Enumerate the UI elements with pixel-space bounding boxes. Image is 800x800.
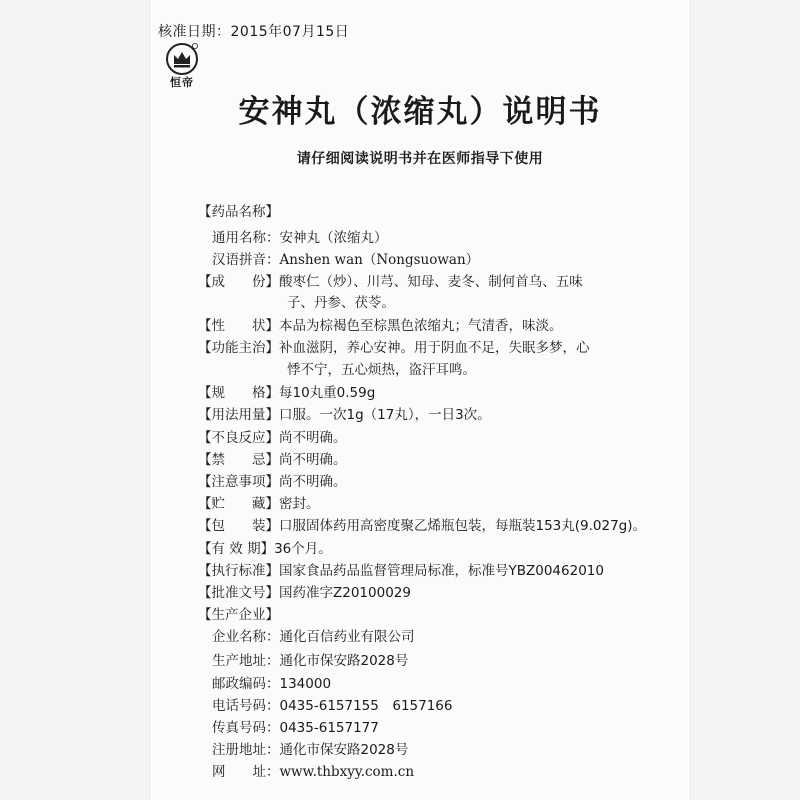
field-value: 通化市保安路2028号 [279, 653, 409, 669]
section-drug-name [198, 202, 279, 222]
website-row [212, 762, 414, 782]
section-label: 【规 格】 [198, 385, 279, 401]
fax-row [212, 718, 379, 738]
document-title: 安神丸（浓缩丸）说明书 [238, 94, 602, 130]
section-storage [198, 494, 320, 514]
crown-emblem-icon [165, 42, 199, 76]
field-value: 0435-6157155 6157166 [279, 698, 453, 714]
field-value: 通化百信药业有限公司 [279, 629, 415, 645]
section-character [198, 316, 563, 336]
field-label: 通用名称： [212, 230, 280, 246]
brand-logo [158, 42, 206, 92]
section-label: 【功能主治】 [198, 340, 279, 356]
field-label: 生产地址： [212, 653, 280, 669]
section-label: 【用法用量】 [198, 407, 279, 423]
section-value: 尚不明确。 [279, 452, 347, 468]
section-value: 每10丸重0.59g [279, 385, 376, 401]
field-value: 安神丸（浓缩丸） [279, 230, 388, 246]
section-manufacturer [198, 605, 279, 625]
section-package [198, 516, 646, 536]
logo-text: 恒帝 [170, 76, 194, 89]
section-value: 补血滋阴，养心安神。用于阴血不足，失眠多梦，心 [279, 340, 590, 356]
section-label: 【禁 忌】 [198, 452, 279, 468]
section-spec [198, 383, 375, 403]
section-label: 【贮 藏】 [198, 496, 279, 512]
section-value: 口服固体药用高密度聚乙烯瓶包装，每瓶装153丸(9.027g)。 [279, 518, 647, 534]
section-cautions [198, 472, 347, 492]
section-value: 口服。一次1g（17丸），一日3次。 [279, 407, 491, 423]
indications-continued: 悸不宁，五心烦热，盗汗耳鸣。 [287, 362, 476, 378]
field-value: Anshen wan（Nongsuowan） [279, 252, 480, 268]
field-label: 传真号码： [212, 720, 280, 736]
section-label: 【生产企业】 [198, 607, 279, 623]
section-indications [198, 338, 590, 358]
field-label: 汉语拼音： [212, 252, 280, 268]
registered-address-row [212, 740, 408, 760]
section-value: 密封。 [279, 496, 320, 512]
production-address-row [212, 651, 408, 671]
section-adverse [198, 428, 347, 448]
field-label: 网 址： [212, 764, 280, 780]
section-approval [198, 583, 411, 603]
field-label: 企业名称： [212, 629, 280, 645]
field-value: 134000 [279, 676, 332, 692]
section-label: 【成 份】 [198, 274, 279, 290]
phone-row [212, 696, 452, 716]
section-value: 酸枣仁（炒）、川芎、知母、麦冬、制何首乌、五味 [279, 274, 583, 290]
company-name-row [212, 627, 415, 647]
section-value: 国药准字Z20100029 [279, 585, 411, 601]
section-ingredients [198, 272, 583, 292]
field-label: 邮政编码： [212, 676, 280, 692]
section-label: 【包 装】 [198, 518, 279, 534]
website-link: www.thbxyy.com.cn [279, 764, 415, 780]
section-standard [198, 561, 604, 581]
section-label: 【不良反应】 [198, 430, 279, 446]
section-validity [198, 539, 332, 559]
common-name-row [212, 228, 388, 248]
section-value: 本品为棕褐色至棕黑色浓缩丸；气清香，味淡。 [279, 318, 563, 334]
pinyin-row [212, 250, 479, 270]
section-value: 国家食品药品监督管理局标准，标准号YBZ00462010 [279, 563, 604, 579]
section-value: 36个月。 [274, 541, 332, 557]
section-contraindications [198, 450, 347, 470]
field-value: 0435-6157177 [279, 720, 379, 736]
document-subtitle: 请仔细阅读说明书并在医师指导下使用 [296, 151, 544, 167]
section-label: 【执行标准】 [198, 563, 279, 579]
section-usage [198, 405, 491, 425]
approval-date: 核准日期：2015年07月15日 [158, 24, 350, 40]
section-label: 【注意事项】 [198, 474, 279, 490]
section-value: 尚不明确。 [279, 474, 347, 490]
section-value: 尚不明确。 [279, 430, 347, 446]
postcode-row [212, 674, 331, 694]
ingredients-continued: 子、丹参、茯苓。 [287, 295, 395, 311]
section-label: 【批准文号】 [198, 585, 279, 601]
field-label: 注册地址： [212, 742, 280, 758]
field-label: 电话号码： [212, 698, 280, 714]
section-label: 【性 状】 [198, 318, 279, 334]
field-value: 通化市保安路2028号 [279, 742, 409, 758]
section-label: 【有 效 期】 [198, 541, 275, 557]
section-label: 【药品名称】 [198, 204, 279, 220]
